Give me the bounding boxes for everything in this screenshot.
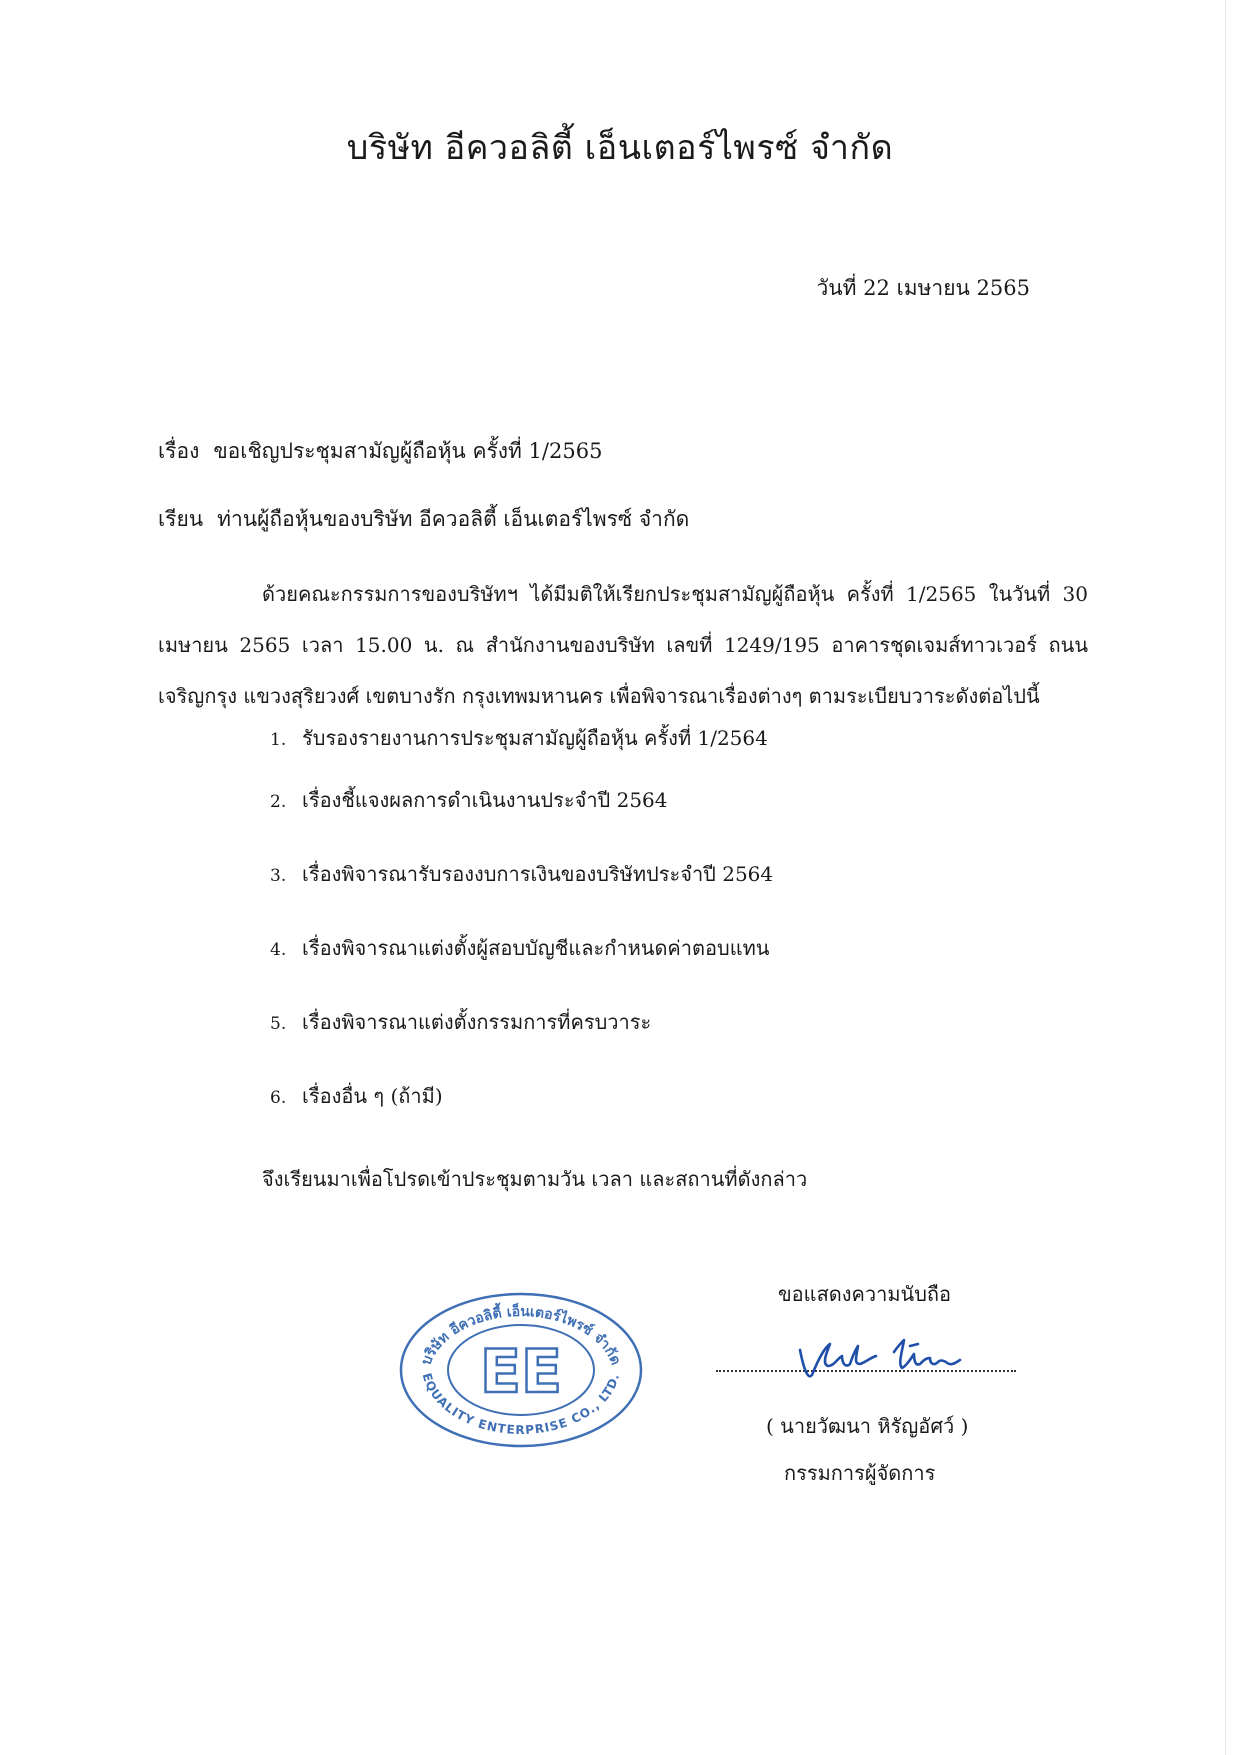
- page-edge-line: [1225, 0, 1226, 1755]
- subject-line: [158, 435, 602, 468]
- company-stamp: [396, 1290, 646, 1454]
- regards-text: ขอแสดงความนับถือ: [778, 1282, 952, 1306]
- agenda-item: [270, 1006, 773, 1038]
- agenda-item-number: 2.: [270, 792, 287, 812]
- agenda-item: [270, 858, 773, 890]
- signer-name: ( นายวัฒนา หิรัญอัศว์ ): [766, 1414, 969, 1438]
- agenda-item-text: รับรองรายงานการประชุมสามัญผู้ถือหุ้น ครั้งที่ 1/2564: [302, 726, 768, 750]
- agenda-item-number: 5.: [270, 1014, 287, 1034]
- letter-date: วันที่ 22 เมษายน 2565: [816, 276, 1030, 300]
- agenda-item: [270, 722, 773, 754]
- agenda-item-text: เรื่องพิจารณาแต่งตั้งผู้สอบบัญชีและกำหนดค่าตอบแทน: [302, 936, 770, 960]
- handwritten-signature: [790, 1330, 990, 1394]
- agenda-item: [270, 932, 773, 964]
- subject-label: เรื่อง: [158, 439, 200, 463]
- agenda-item-text: เรื่องชี้แจงผลการดำเนินงานประจำปี 2564: [302, 788, 668, 812]
- agenda-item-text: เรื่องพิจารณารับรองงบการเงินของบริษัทประจำปี 2564: [302, 862, 774, 886]
- agenda-item: [270, 784, 773, 816]
- recipient-line: [158, 503, 689, 536]
- agenda-list: [270, 722, 773, 1112]
- agenda-item-number: 3.: [270, 866, 287, 886]
- body-paragraph: ด้วยคณะกรรมการของบริษัทฯ ได้มีมติให้เรียกประชุมสามัญผู้ถือหุ้น ครั้งที่ 1/2565 ในวันที่ 30 เมษายน 2565 เวลา 15.00 น. ณ สำนักงานของบริษัท เลขที่ 1249/195 อาคารชุดเจมส์ทาวเวอร์ ถนนเจริญกรุง แขวงสุริยวงศ์ เขตบางรัก กรุงเทพมหานคร เพื่อพิจารณาเรื่องต่างๆ ตามระเบียบวาระดังต่อไปนี้: [158, 582, 1088, 708]
- stamp-english-name: EQUALITY ENTERPRISE CO., LTD.: [419, 1371, 623, 1437]
- agenda-item: [270, 1080, 773, 1112]
- closing-sentence: จึงเรียนมาเพื่อโปรดเข้าประชุมตามวัน เวลา และสถานที่ดังกล่าว: [262, 1167, 808, 1191]
- signer-position: กรรมการผู้จัดการ: [784, 1461, 936, 1485]
- recipient-label: เรียน: [158, 507, 204, 531]
- agenda-item-number: 1.: [270, 730, 287, 750]
- agenda-item-number: 6.: [270, 1088, 287, 1108]
- agenda-item-text: เรื่องอื่น ๆ (ถ้ามี): [302, 1084, 443, 1108]
- agenda-item-text: เรื่องพิจารณาแต่งตั้งกรรมการที่ครบวาระ: [302, 1010, 652, 1034]
- stamp-thai-name: บริษัท อีควอลิตี้ เอ็นเตอร์ไพรซ์ จำกัด: [418, 1303, 624, 1368]
- recipient-text: ท่านผู้ถือหุ้นของบริษัท อีควอลิตี้ เอ็นเตอร์ไพรซ์ จำกัด: [217, 507, 690, 531]
- company-letterhead-title: บริษัท อีควอลิตี้ เอ็นเตอร์ไพรซ์ จำกัด: [346, 128, 894, 168]
- agenda-item-number: 4.: [270, 940, 287, 960]
- signature-scribble: [790, 1330, 990, 1390]
- stamp-monogram: EE: [480, 1337, 562, 1407]
- company-stamp-seal: [396, 1290, 646, 1450]
- subject-text: ขอเชิญประชุมสามัญผู้ถือหุ้น ครั้งที่ 1/2565: [213, 439, 603, 463]
